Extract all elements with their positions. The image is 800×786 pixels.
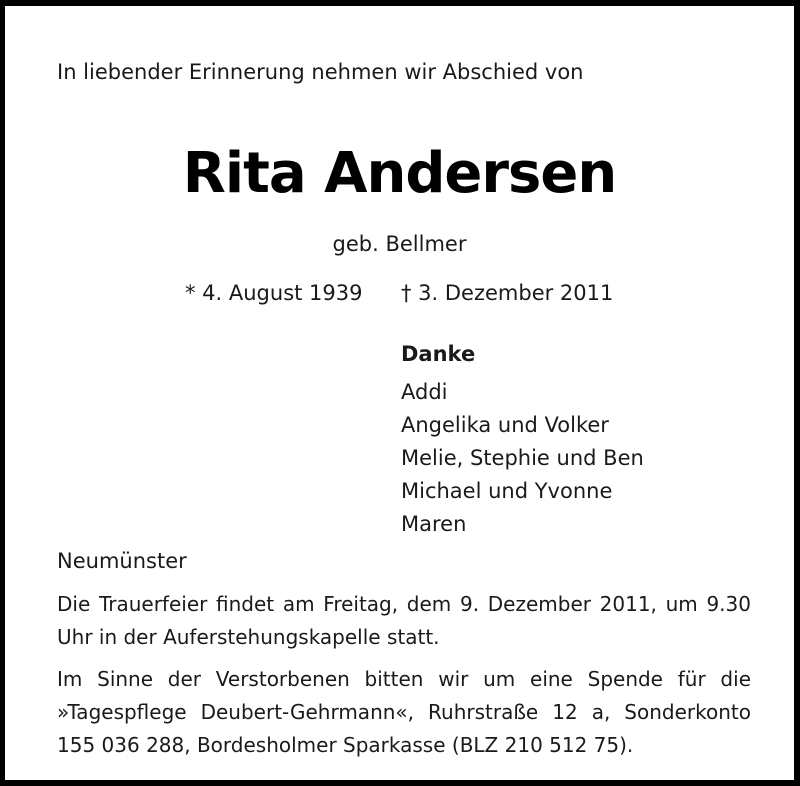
- mourner-item: Angelika und Volker: [401, 413, 609, 437]
- mourners-list: [401, 382, 644, 547]
- donation-info: Im Sinne der Verstorbenen bitten wir um eine Spende für die »Tagespflege Deubert-Gehrmann«, Ruhrstraße 12 a, Sonderkonto 155 036 288, Bordesholmer Sparkasse (BLZ 210 512 75).: [57, 667, 751, 757]
- funeral-info: Die Trauerfeier findet am Freitag, dem 9. Dezember 2011, um 9.30 Uhr in der Auferstehungskapelle statt.: [57, 592, 751, 649]
- intro-text: In liebender Erinnerung nehmen wir Abschied von: [57, 60, 584, 84]
- thanks-heading: Danke: [401, 342, 476, 366]
- mourner-item: Michael und Yvonne: [401, 479, 613, 503]
- maiden-name: geb. Bellmer: [332, 232, 467, 256]
- mourner-item: Melie, Stephie und Ben: [401, 446, 644, 470]
- birth-date: * 4. August 1939: [185, 281, 363, 305]
- death-date: † 3. Dezember 2011: [401, 281, 614, 305]
- mourner-item: Maren: [401, 512, 467, 536]
- city-name: Neumünster: [57, 549, 187, 573]
- deceased-name: Rita Andersen: [182, 141, 617, 206]
- mourner-item: Addi: [401, 380, 448, 404]
